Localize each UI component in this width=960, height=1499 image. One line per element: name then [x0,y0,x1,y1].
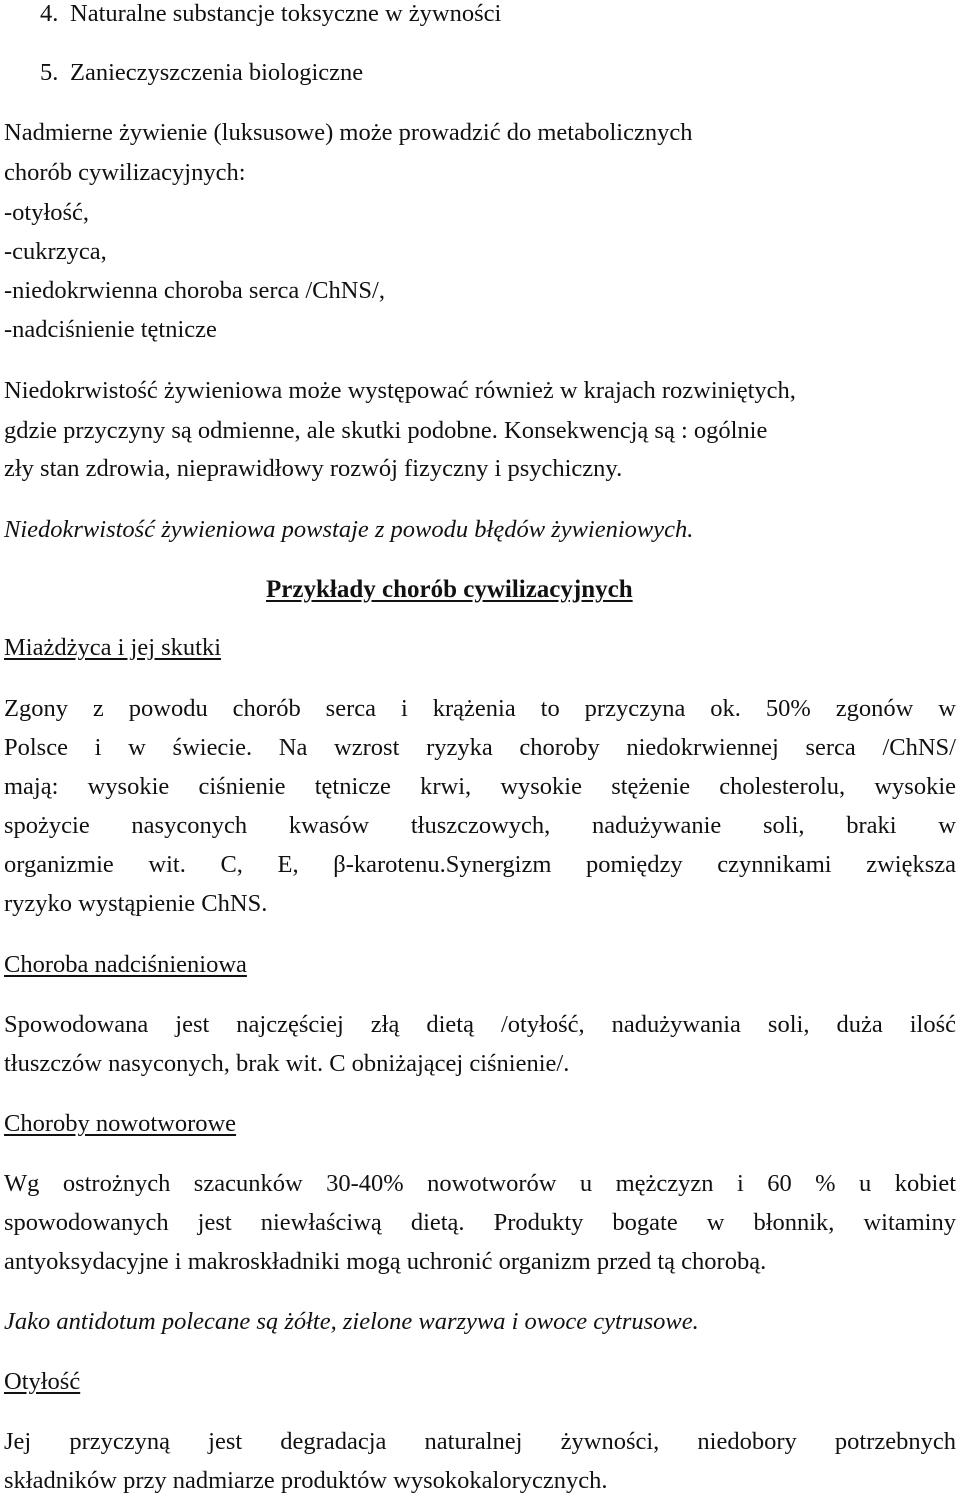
cancer-italic-note: Jako antidotum polecane są żółte, zielone warzywa i owoce cytrusowe. [4,1308,699,1335]
anemia-line: gdzie przyczyny są odmienne, ale skutki podobne. Konsekwencją są : ogólnie [4,417,768,444]
obesity-line: składników przy nadmiarze produktów wysokokalorycznych. [4,1467,608,1494]
anemia-line: zły stan zdrowia, nieprawidłowy rozwój fizyczny i psychiczny. [4,455,623,482]
hypertension-line: tłuszczów nasyconych, brak wit. C obniżającej ciśnienie/. [4,1050,570,1077]
cancer-line: antyoksydacyjne i makroskładniki mogą uchronić organizm przed tą chorobą. [4,1248,767,1275]
intro-line: -cukrzyca, [4,238,107,265]
atherosclerosis-line: Polsce i w świecie. Na wzrost ryzyka choroby niedokrwiennej serca /ChNS/ [4,734,956,761]
intro-line: -niedokrwienna choroba serca /ChNS/, [4,277,385,304]
anemia-line: Niedokrwistość żywieniowa może występować również w krajach rozwiniętych, [4,377,796,404]
examples-heading: Przykłady chorób cywilizacyjnych [266,576,633,603]
atherosclerosis-line: spożycie nasyconych kwasów tłuszczowych, nadużywanie soli, braki w [4,812,956,839]
list-item [40,58,363,88]
list-text: Zanieczyszczenia biologiczne [70,59,364,86]
list-item [40,0,501,29]
atherosclerosis-line: mają: wysokie ciśnienie tętnicze krwi, wysokie stężenie cholesterolu, wysokie [4,773,956,800]
intro-line: chorób cywilizacyjnych: [4,159,246,186]
list-number: 5. [40,59,59,86]
obesity-line: Jej przyczyną jest degradacja naturalnej żywności, niedobory potrzebnych [4,1428,956,1455]
intro-line: -nadciśnienie tętnicze [4,316,217,343]
atherosclerosis-line: organizmie wit. C, E, β-karotenu.Synergizm pomiędzy czynnikami zwiększa [4,851,956,878]
anemia-italic-note: Niedokrwistość żywieniowa powstaje z powodu błędów żywieniowych. [4,516,694,543]
obesity-heading: Otyłość [4,1368,81,1395]
hypertension-heading: Choroba nadciśnieniowa [4,951,247,978]
atherosclerosis-heading: Miażdżyca i jej skutki [4,634,222,661]
intro-line: -otyłość, [4,199,90,226]
cancer-heading: Choroby nowotworowe [4,1110,237,1137]
atherosclerosis-line: Zgony z powodu chorób serca i krążenia to przyczyna ok. 50% zgonów w [4,695,956,722]
cancer-line: spowodowanych jest niewłaściwą dietą. Produkty bogate w błonnik, witaminy [4,1209,956,1236]
atherosclerosis-line: ryzyko wystąpienie ChNS. [4,890,268,917]
list-number: 4. [40,0,59,27]
hypertension-line: Spowodowana jest najczęściej złą dietą /otyłość, nadużywania soli, duża ilość [4,1011,956,1038]
list-text: Naturalne substancje toksyczne w żywności [70,0,502,27]
intro-line: Nadmierne żywienie (luksusowe) może prowadzić do metabolicznych [4,119,693,146]
cancer-line: Wg ostrożnych szacunków 30-40% nowotworów u mężczyzn i 60 % u kobiet [4,1170,956,1197]
